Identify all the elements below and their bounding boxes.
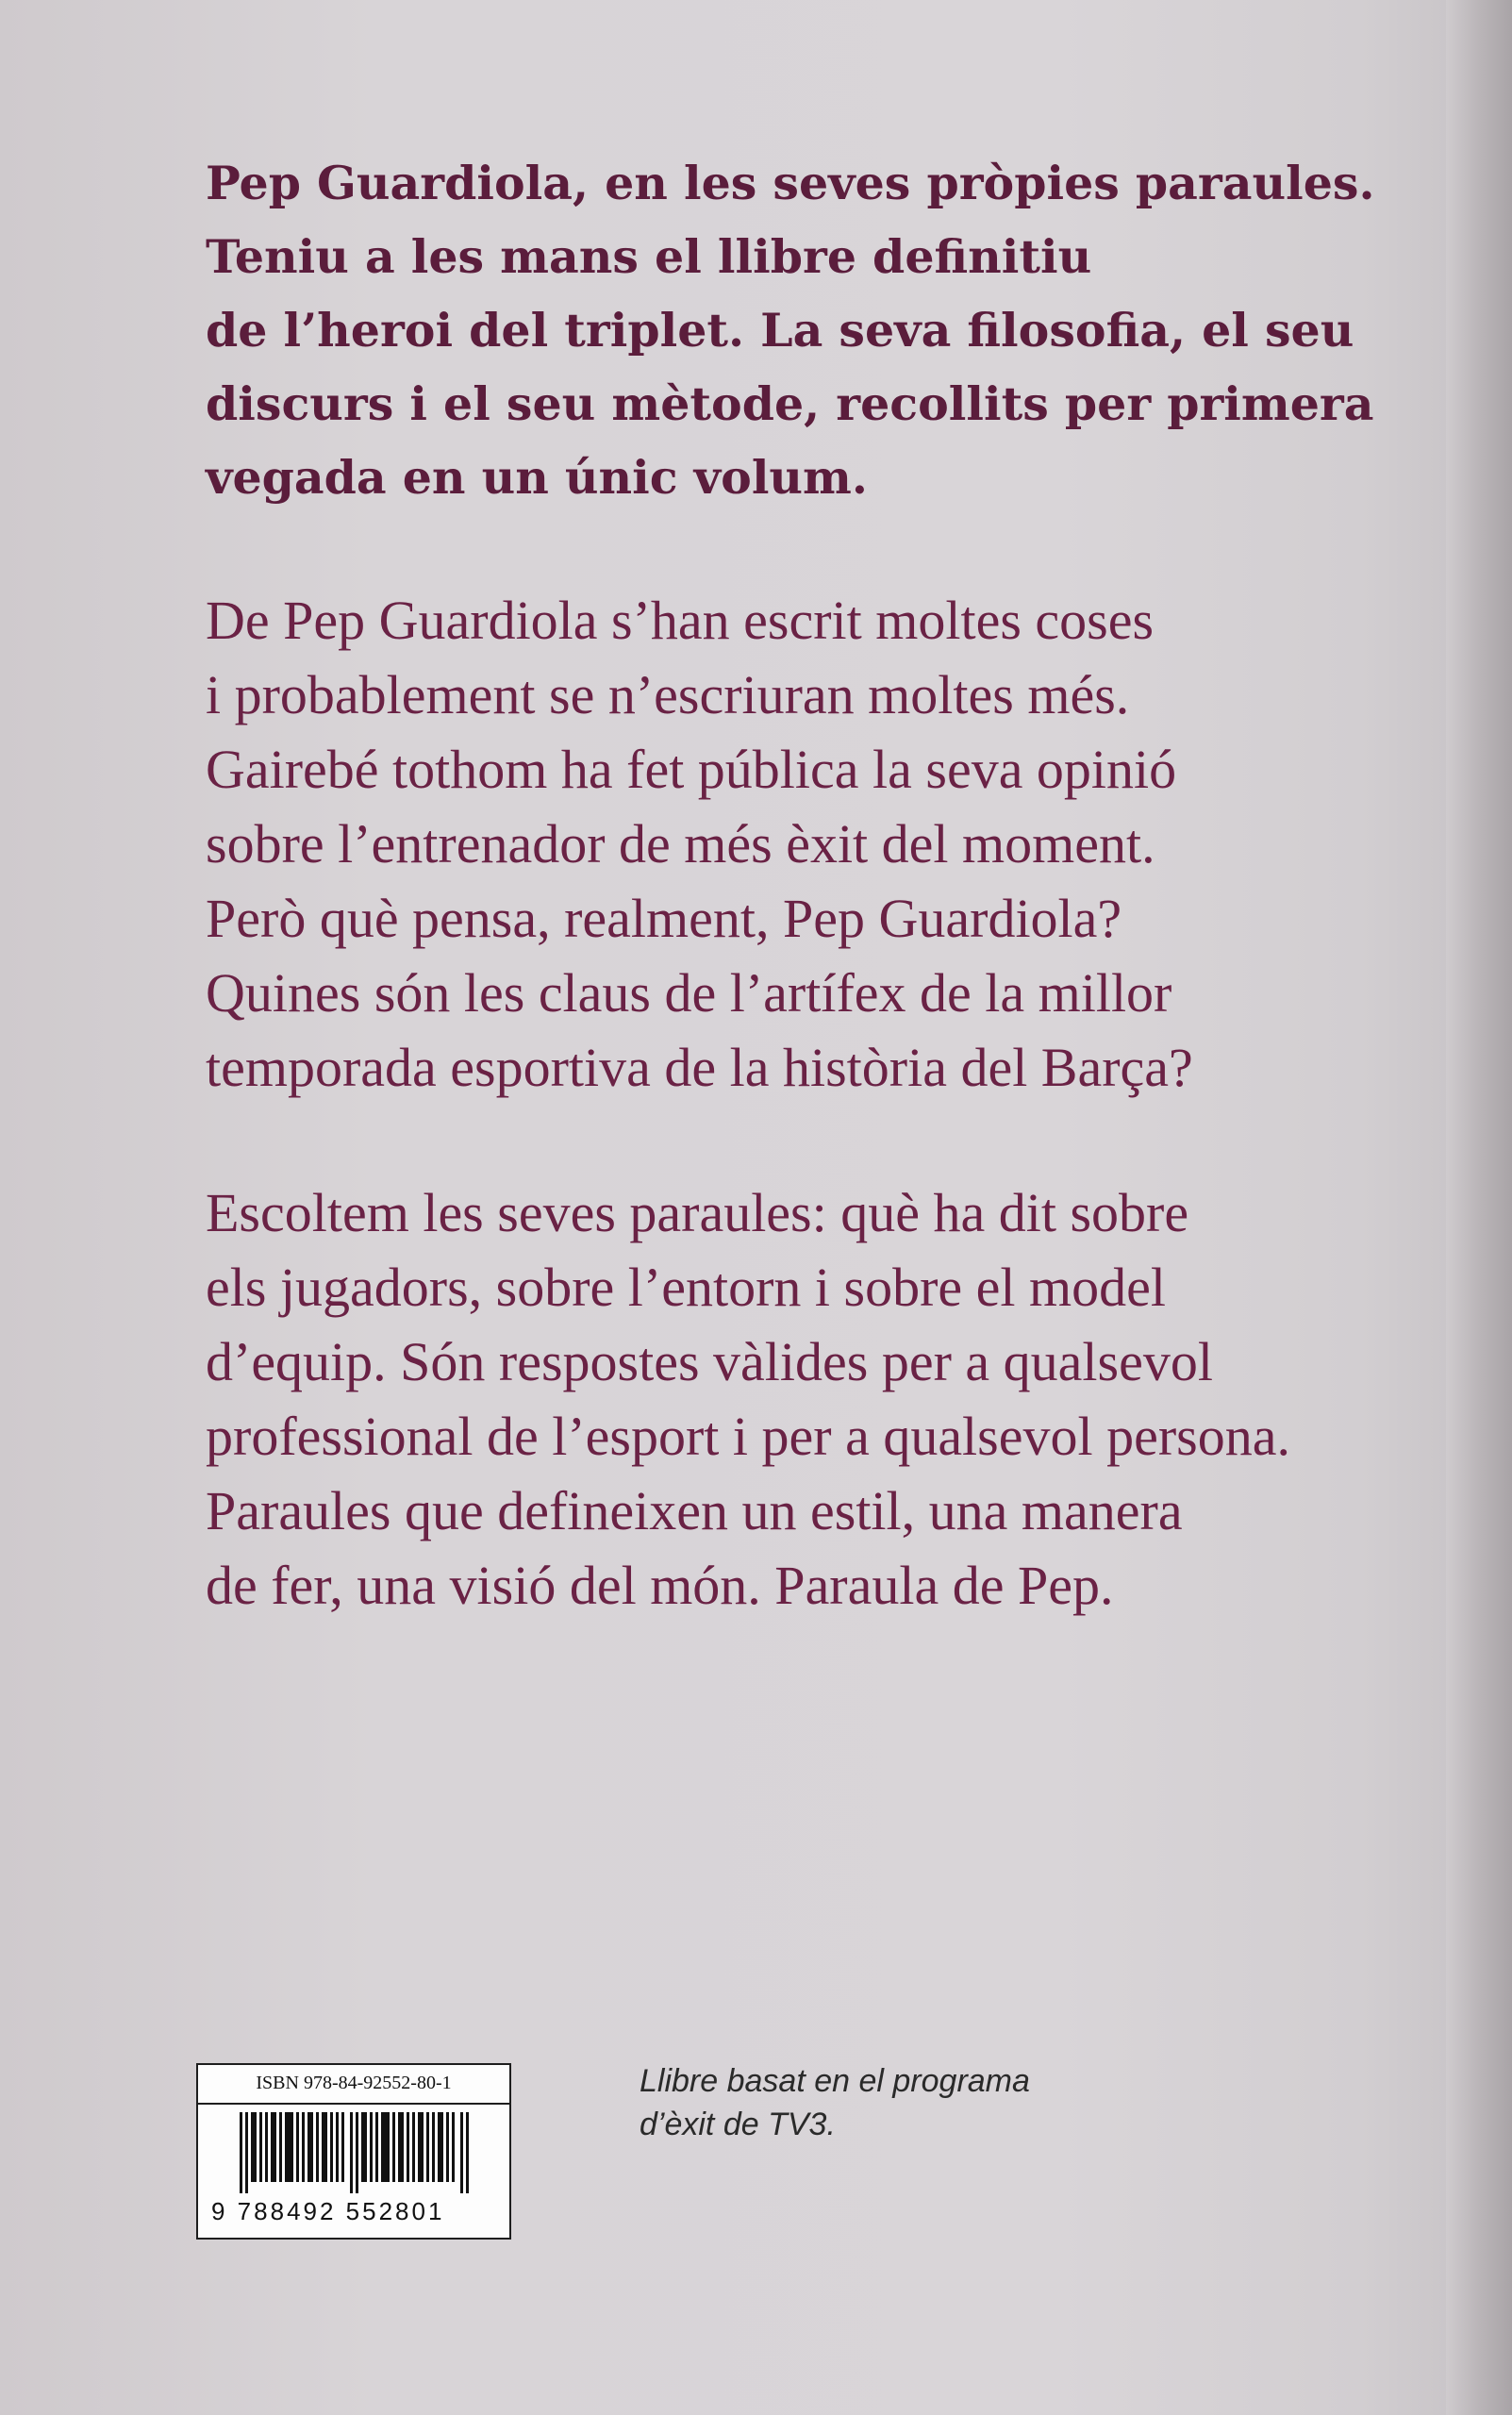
paragraph-line: De Pep Guardiola s’han escrit moltes coses bbox=[206, 590, 1155, 651]
program-note bbox=[640, 2059, 1030, 2146]
note-line: d’èxit de TV3. bbox=[640, 2107, 836, 2142]
paragraph-line: Paraules que defineixen un estil, una manera bbox=[206, 1480, 1183, 1541]
blurb-line: discurs i el seu mètode, recollits per primera bbox=[206, 376, 1374, 431]
description-paragraph-2 bbox=[206, 1175, 1460, 1623]
isbn-digits: 9 788492 552801 bbox=[211, 2197, 445, 2225]
isbn-label: ISBN 978-84-92552-80-1 bbox=[256, 2073, 452, 2093]
isbn-barcode-box bbox=[196, 2063, 511, 2240]
paragraph-line: Escoltem les seves paraules: què ha dit sobre bbox=[206, 1182, 1189, 1243]
isbn-divider bbox=[198, 2103, 509, 2105]
note-line: Llibre basat en el programa bbox=[640, 2063, 1030, 2099]
paragraph-line: i probablement se n’escriuran moltes més. bbox=[206, 664, 1130, 725]
paragraph-line: professional de l’esport i per a qualsevol persona. bbox=[206, 1406, 1290, 1467]
blurb-line: Teniu a les mans el llibre definitiu bbox=[206, 229, 1092, 284]
blurb-line: vegada en un únic volum. bbox=[206, 450, 868, 505]
blurb-line: de l’heroi del triplet. La seva filosofia, el seu bbox=[206, 303, 1354, 358]
paragraph-line: temporada esportiva de la història del Barça? bbox=[206, 1037, 1193, 1098]
barcode-icon bbox=[240, 2112, 470, 2193]
paragraph-line: els jugadors, sobre l’entorn i sobre el model bbox=[206, 1257, 1166, 1318]
paragraph-line: Quines són les claus de l’artífex de la millor bbox=[206, 962, 1172, 1024]
paragraph-line: d’equip. Són respostes vàlides per a qualsevol bbox=[206, 1331, 1213, 1392]
bold-blurb bbox=[206, 146, 1432, 514]
description-paragraph-1 bbox=[206, 583, 1460, 1105]
blurb-line: Pep Guardiola, en les seves pròpies paraules. bbox=[206, 156, 1375, 210]
paragraph-line: Gairebé tothom ha fet pública la seva opinió bbox=[206, 739, 1177, 800]
paragraph-line: de fer, una visió del món. Paraula de Pep. bbox=[206, 1555, 1114, 1616]
paragraph-line: sobre l’entrenador de més èxit del moment. bbox=[206, 813, 1155, 874]
paragraph-line: Però què pensa, realment, Pep Guardiola? bbox=[206, 888, 1122, 949]
